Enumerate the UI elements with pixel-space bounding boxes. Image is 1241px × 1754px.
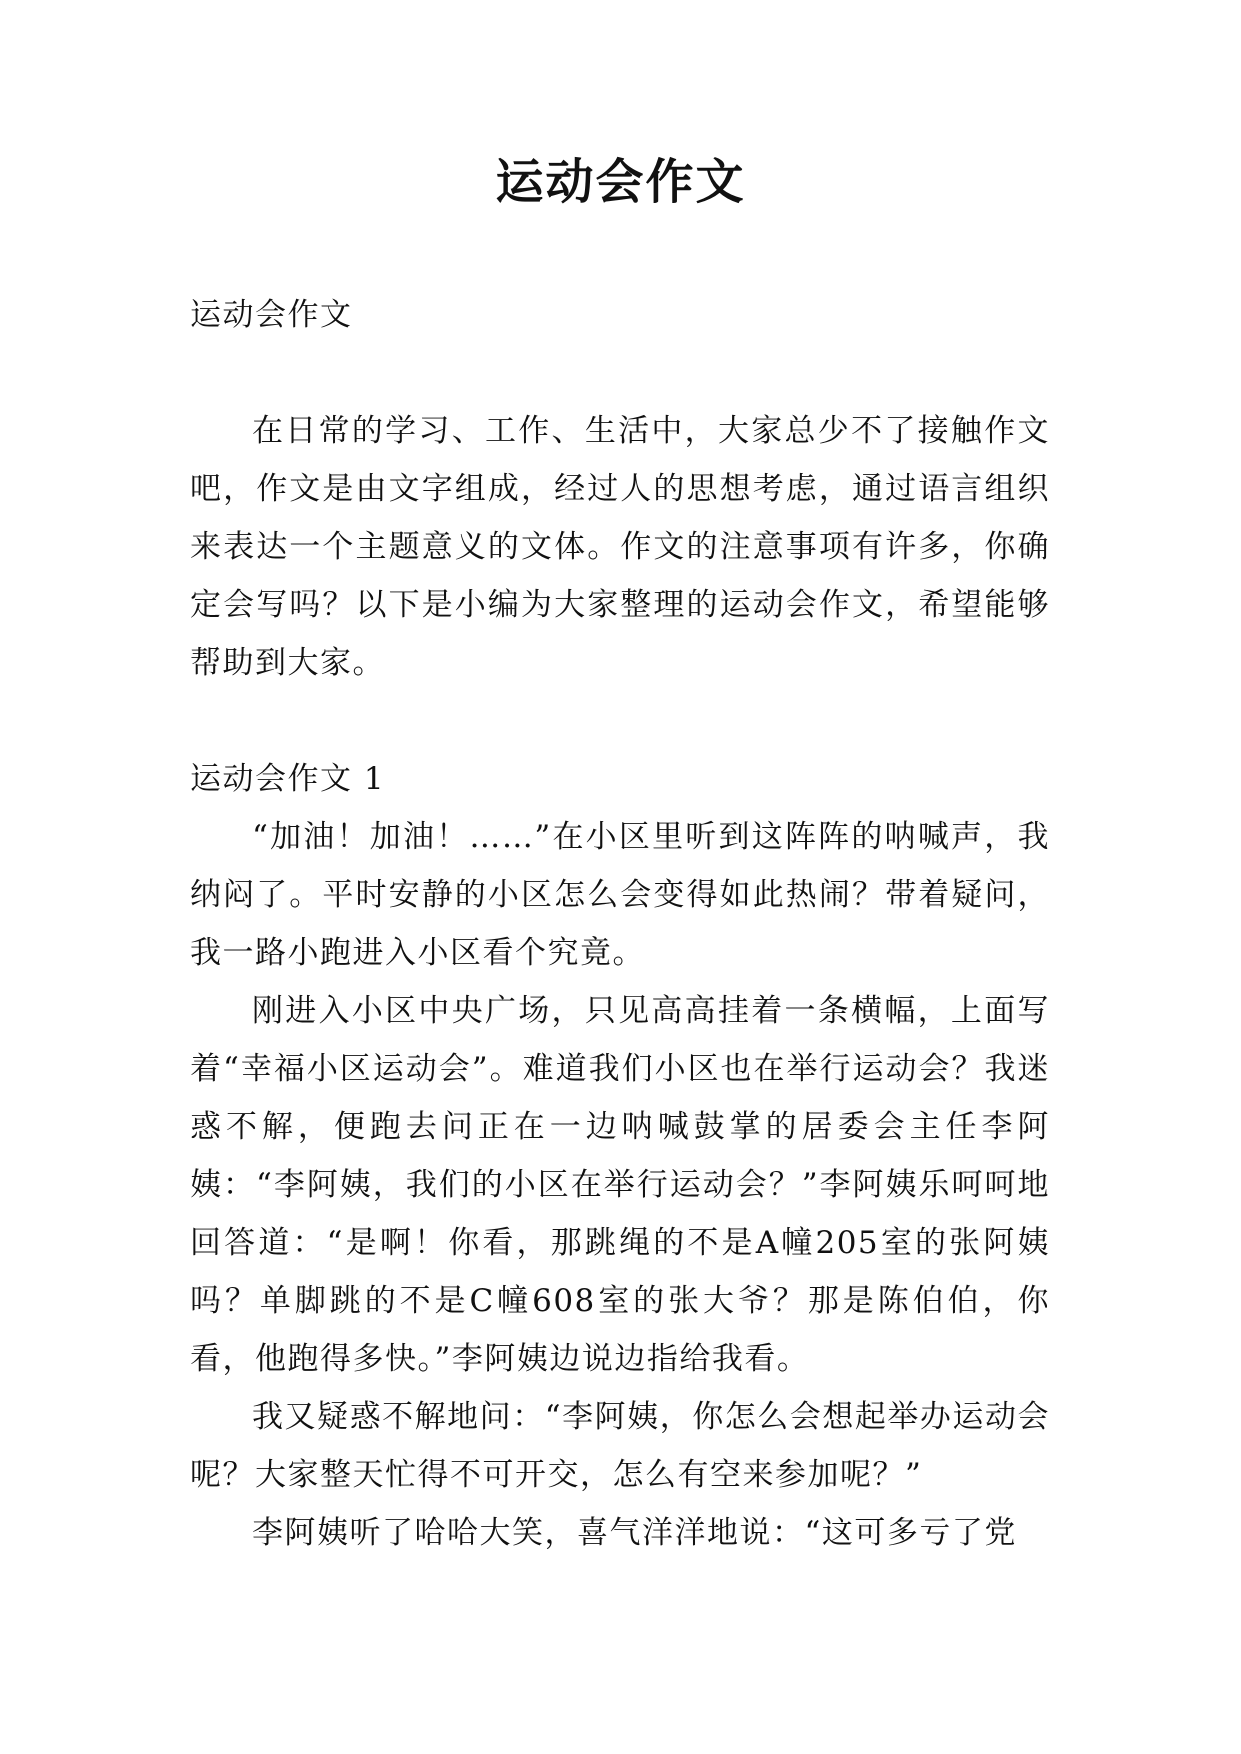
spacer [190,344,1050,402]
body-paragraph-2: 刚进入小区中央广场，只见高高挂着一条横幅，上面写着“幸福小区运动会”。难道我们小区也在举行运动会？我迷惑不解，便跑去问正在一边呐喊鼓掌的居委会主任李阿姨：“李阿姨，我们的小区在举行运动会？”李阿姨乐呵呵地回答道：“是啊！你看，那跳绳的不是A幢205室的张阿姨吗？单脚跳的不是C幢608室的张大爷？那是陈伯伯，你看，他跑得多快。”李阿姨边说边指给我看。 [190,993,1050,1377]
body-paragraph-3: 我又疑惑不解地问：“李阿姨，你怎么会想起举办运动会呢？大家整天忙得不可开交，怎么有空来参加呢？” [190,1399,1050,1493]
document-body [190,286,1050,1562]
section-heading: 运动会作文 1 [190,761,386,797]
page-title: 运动会作文 [495,154,746,210]
subtitle: 运动会作文 [190,297,353,333]
intro-paragraph: 在日常的学习、工作、生活中，大家总少不了接触作文吧，作文是由文字组成，经过人的思想考虑，通过语言组织来表达一个主题意义的文体。作文的注意事项有许多，你确定会写吗？以下是小编为大家整理的运动会作文，希望能够帮助到大家。 [190,413,1050,681]
body-paragraph-4: 李阿姨听了哈哈大笑，喜气洋洋地说：“这可多亏了党 [252,1515,1017,1551]
body-paragraph-1: “加油！加油！……”在小区里听到这阵阵的呐喊声，我纳闷了。平时安静的小区怎么会变得如此热闹？带着疑问，我一路小跑进入小区看个究竟。 [190,819,1050,971]
spacer [190,692,1050,750]
